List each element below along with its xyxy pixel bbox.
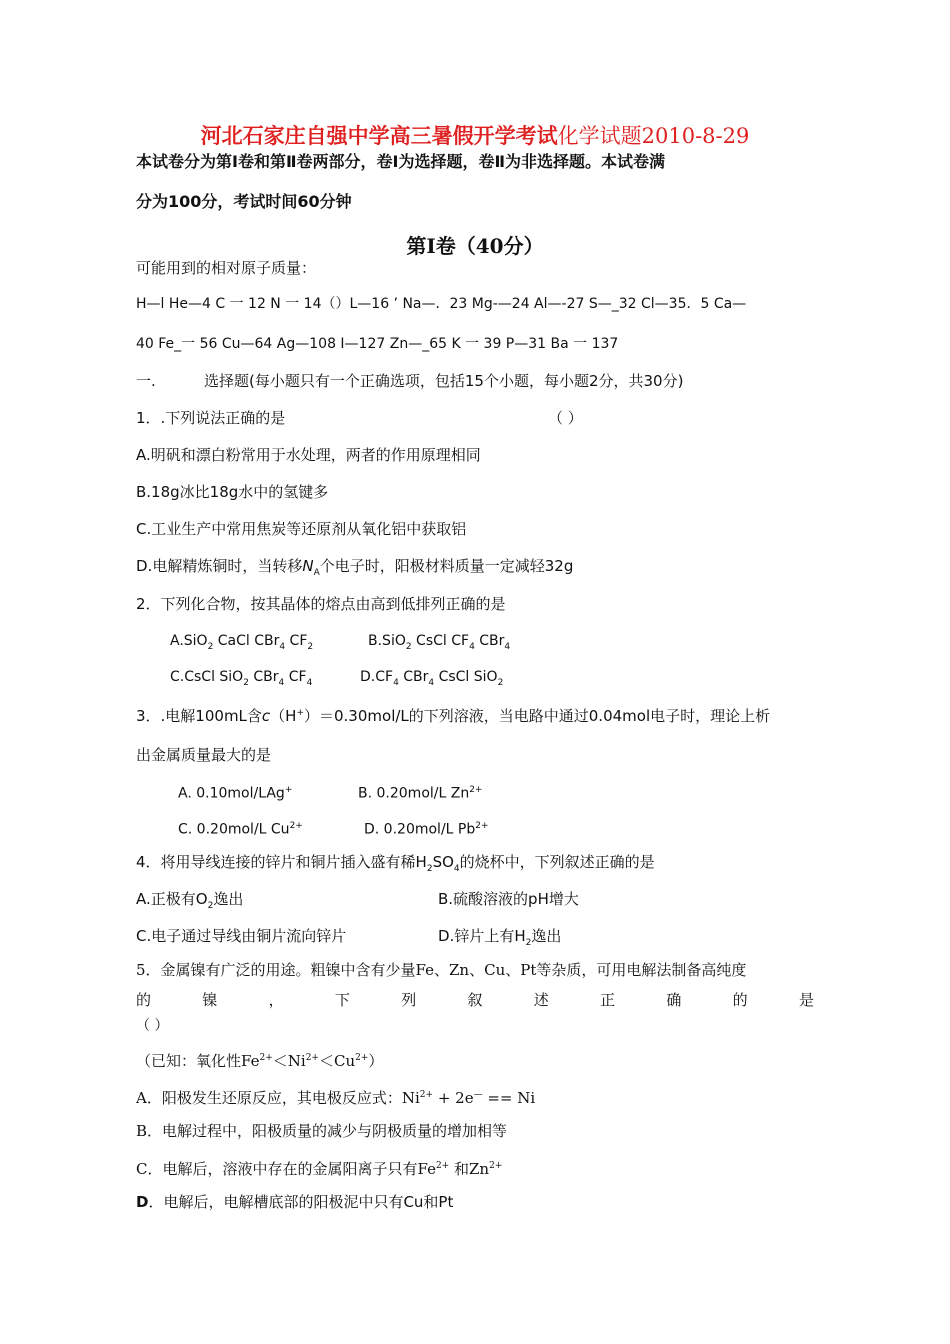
q5-known-s3: 2+ — [355, 1053, 369, 1063]
q4-a-sub: 2 — [207, 901, 214, 911]
q4-stem-s2: 4 — [453, 864, 460, 874]
q3-option-a — [178, 780, 292, 804]
q2-b-t3: CBr — [474, 633, 505, 649]
q2-option-b — [368, 631, 510, 657]
q5-option-b: B．电解过程中，阳极质量的减少与阴极质量的增加相等 — [136, 1122, 508, 1140]
q5-known-s2: 2+ — [305, 1053, 319, 1063]
q3-stem-pre: 3．.电解100mL含 — [136, 707, 262, 725]
q5-d-letter: D — [136, 1193, 149, 1211]
q5-stem-line-2 — [136, 990, 814, 1010]
q2-option-a — [170, 631, 313, 657]
q5-a-post: + 2e — [433, 1089, 474, 1107]
masses-line-1: H—l He—4 C 一 12 N 一 14（）L—16 ’ Na—．23 Mg-—24 Al—-27 S—_32 Cl—35．5 Ca— — [136, 296, 747, 312]
masses-label: 可能用到的相对原子质量： — [136, 259, 317, 277]
q2-c-s1: 2 — [243, 677, 249, 688]
q4-option-b: B.硫酸溶液的pH增大 — [438, 890, 579, 908]
q5-option-a — [136, 1085, 535, 1108]
q5-known-post: ） — [368, 1052, 384, 1070]
q3-a-sup: + — [284, 785, 293, 795]
q4-d-post: 逸出 — [531, 927, 562, 945]
q5-line2-char: 叙 — [467, 991, 483, 1009]
q5-line2-char: 的 — [136, 991, 152, 1009]
q2-a-t2: CaCl CBr — [213, 633, 280, 649]
q5-line2-char: 是 — [798, 991, 814, 1009]
part-instruction: 选择题(每小题只有一个正确选项，包括15个小题，每小题2分，共30分) — [204, 372, 684, 390]
masses-line-2: 40 Fe_一 56 Cu—64 Ag—108 I—127 Zn—_65 K 一 39 P—31 Ba 一 137 — [136, 336, 619, 352]
q3-stem-mid: （H — [270, 707, 297, 725]
q2-c-t3: CF — [284, 669, 307, 685]
q4-stem — [136, 852, 655, 879]
intro-line-1: 本试卷分为第Ⅰ卷和第Ⅱ卷两部分，卷Ⅰ为选择题，卷Ⅱ为非选择题。本试卷满 — [136, 152, 665, 171]
q2-a-s3: 2 — [307, 641, 314, 652]
q5-known-m2: ＜Cu — [318, 1052, 356, 1070]
q3-d-sup: 2+ — [475, 821, 489, 831]
q5-c-mid: 和Zn — [449, 1160, 490, 1178]
q5-line2-char: 的 — [732, 991, 748, 1009]
q5-a-sup2: — — [473, 1090, 483, 1100]
q3-b-text: B. 0.20mol/L Zn — [358, 785, 470, 802]
q2-d-s1: 4 — [393, 677, 399, 688]
q2-a-s2: 4 — [279, 641, 286, 652]
q3-option-c — [178, 816, 303, 840]
q2-d-t2: CBr — [398, 669, 429, 685]
q4-d-sub: 2 — [525, 938, 532, 948]
q5-stem-line-1: 5．金属镍有广泛的用途。粗镍中含有少量Fe、Zn、Cu、Pt等杂质，可用电解法制备高纯度 — [136, 961, 747, 979]
q5-c-s2: 2+ — [489, 1161, 503, 1171]
q4-option-c: C.电子通过导线由铜片流向锌片 — [136, 927, 347, 945]
q4-stem-pre: 4．将用导线连接的锌片和铜片插入盛有稀H — [136, 853, 427, 871]
q5-option-d — [136, 1192, 453, 1212]
section-heading: 第Ⅰ卷（40分） — [406, 234, 544, 258]
q2-c-t2: CBr — [248, 669, 279, 685]
q5-c-s1: 2+ — [435, 1161, 450, 1171]
q5-a-pre: A．阳极发生还原反应，其电极反应式：Ni — [136, 1089, 420, 1107]
q5-line2-char: 正 — [600, 991, 616, 1009]
q5-line2-char: 述 — [533, 991, 549, 1009]
q1-answer-paren: （ ） — [548, 409, 583, 427]
q5-line2-char: 下 — [334, 991, 350, 1009]
q4-stem-post: 的烧杯中，下列叙述正确的是 — [459, 853, 655, 871]
q5-option-c — [136, 1156, 502, 1179]
exam-title — [0, 122, 950, 150]
q3-stem-line-2: 出金属质量最大的是 — [136, 746, 272, 764]
q4-option-d — [438, 926, 561, 953]
q1-option-c: C.工业生产中常用焦炭等还原剂从氧化铝中获取铝 — [136, 520, 467, 538]
q2-c-s2: 4 — [278, 677, 285, 688]
q2-b-t1: B.SiO — [368, 633, 406, 649]
q3-stem-sup: + — [296, 708, 304, 718]
q3-option-b — [358, 780, 482, 804]
q1-stem: 1．.下列说法正确的是 — [136, 409, 286, 427]
q1-d-n: N — [302, 557, 314, 575]
q4-stem-s1: 2 — [426, 864, 433, 874]
q5-known-m1: ＜Ni — [272, 1052, 306, 1070]
q4-a-pre: A.正极有O — [136, 890, 208, 908]
q2-a-t3: CF — [285, 633, 308, 649]
q3-d-text: D. 0.20mol/L Pb — [364, 821, 476, 838]
q3-option-d — [364, 816, 489, 840]
q5-a-end: == Ni — [482, 1089, 536, 1107]
part-number: 一. — [136, 372, 156, 390]
q5-line2-char: 确 — [666, 991, 682, 1009]
q4-option-a — [136, 889, 243, 916]
q3-stem-post: ）＝0.30mol/L的下列溶液，当电路中通过0.04mol电子时，理论上析 — [304, 707, 771, 725]
q5-d-text: ．电解后，电解槽底部的阳极泥中只有Cu和Pt — [148, 1193, 454, 1211]
title-school: 河北石家庄自强中学高三暑假开学考试 — [200, 123, 558, 148]
q1-option-b: B.18g冰比18g水中的氢键多 — [136, 483, 329, 501]
q2-d-s3: 2 — [497, 677, 504, 688]
q2-b-s3: 4 — [504, 641, 511, 652]
q1-d-post: 个电子时，阳极材料质量一定减轻32g — [319, 557, 574, 575]
q1-d-a: A — [313, 568, 320, 578]
q2-a-t1: A.SiO — [170, 633, 208, 649]
q5-line2-char: ， — [268, 991, 284, 1009]
q5-known — [136, 1048, 383, 1071]
q2-c-t1: C.CsCl SiO — [170, 669, 244, 685]
q3-c-text: C. 0.20mol/L Cu — [178, 821, 290, 838]
q5-line2-char: 镍 — [202, 991, 218, 1009]
q4-d-pre: D.锌片上有H — [438, 927, 526, 945]
q4-stem-mid: SO — [432, 853, 454, 871]
q1-d-pre: D.电解精炼铜时，当转移 — [136, 557, 303, 575]
q1-option-d — [136, 556, 573, 583]
q5-line2-char: 列 — [401, 991, 417, 1009]
q3-stem — [136, 703, 770, 726]
q3-a-text: A. 0.10mol/LAg — [178, 785, 285, 802]
q3-b-sup: 2+ — [469, 785, 483, 795]
q2-option-c — [170, 667, 312, 693]
q2-b-t2: CsCl CF — [411, 633, 470, 649]
q5-c-pre: C．电解后，溶液中存在的金属阳离子只有Fe — [136, 1160, 436, 1178]
q3-c-sup: 2+ — [289, 821, 303, 831]
q5-known-pre: （已知：氧化性Fe — [136, 1052, 260, 1070]
q2-b-s2: 4 — [469, 641, 475, 652]
q3-stem-c: c — [261, 707, 271, 725]
q2-c-s3: 4 — [306, 677, 313, 688]
q4-a-post: 逸出 — [213, 890, 244, 908]
q2-d-s2: 4 — [428, 677, 435, 688]
intro-line-2: 分为100分，考试时间60分钟 — [136, 192, 352, 211]
q2-d-t1: D.CF — [360, 669, 394, 685]
q5-known-s1: 2+ — [259, 1053, 273, 1063]
q5-answer-paren: （ ） — [136, 1018, 169, 1034]
q2-b-s1: 2 — [405, 641, 412, 652]
q2-option-d — [360, 667, 503, 693]
q5-a-sup: 2+ — [419, 1090, 434, 1100]
q2-a-s1: 2 — [207, 641, 214, 652]
q2-d-t3: CsCl SiO — [434, 669, 498, 685]
q2-stem: 2．下列化合物，按其晶体的熔点由高到低排列正确的是 — [136, 595, 506, 613]
title-subject: 化学试题2010-8-29 — [557, 124, 750, 148]
q1-option-a: A.明矾和漂白粉常用于水处理，两者的作用原理相同 — [136, 446, 481, 464]
